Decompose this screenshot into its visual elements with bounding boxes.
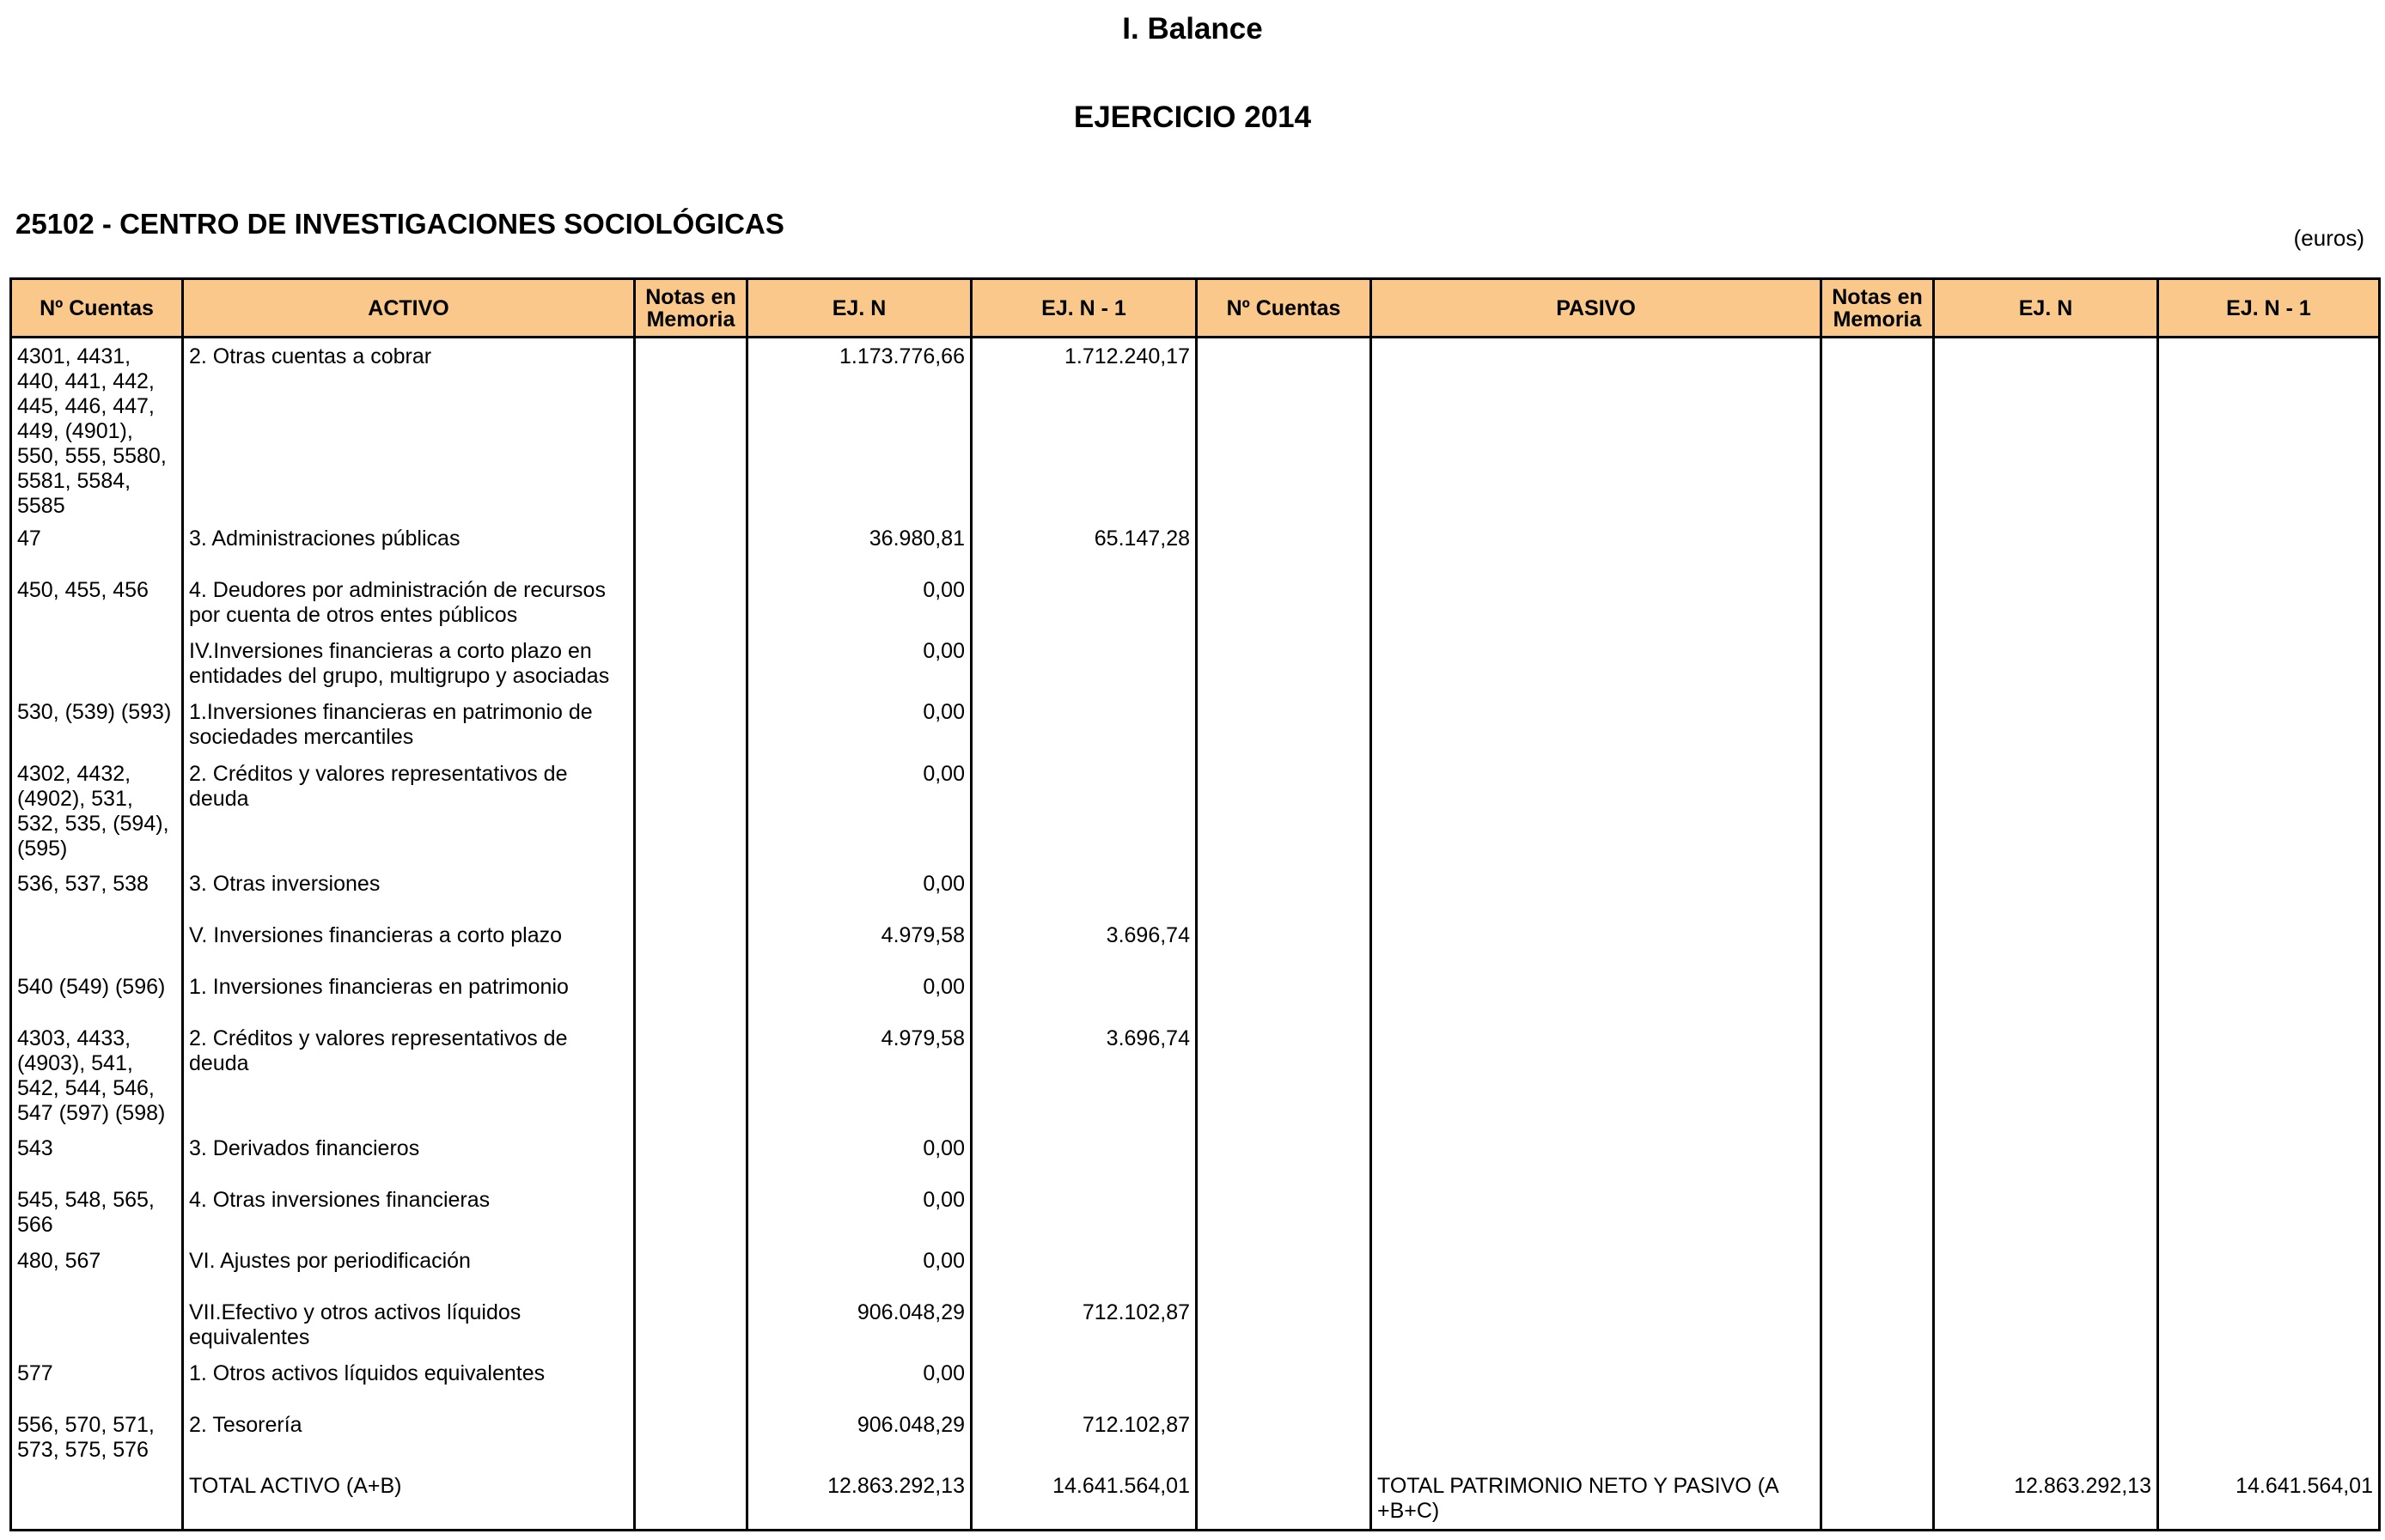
units-label: (euros) xyxy=(2293,225,2364,251)
account-codes-cell: 530, (539) (593) xyxy=(11,694,183,756)
liability-notes-cell xyxy=(1821,1407,1934,1468)
asset-notes-cell xyxy=(635,1355,747,1407)
liability-prior-year-cell xyxy=(2158,338,2380,520)
table-row xyxy=(11,866,2380,917)
liability-notes-cell xyxy=(1821,1130,1934,1182)
liability-notes-cell xyxy=(1821,338,1934,520)
asset-item-cell: 1.Inversiones financieras en patrimonio de sociedades mercantiles xyxy=(183,694,635,756)
liability-item-cell xyxy=(1371,520,1821,572)
asset-item-cell: 3. Otras inversiones xyxy=(183,866,635,917)
asset-notes-cell xyxy=(635,1130,747,1182)
account-codes-cell: 450, 455, 456 xyxy=(11,572,183,633)
liability-item-cell xyxy=(1371,917,1821,969)
liability-current-year-cell xyxy=(1934,756,2158,866)
account-codes-cell: 4302, 4432, (4902), 531, 532, 535, (594), (595) xyxy=(11,756,183,866)
liability-notes-cell xyxy=(1821,969,1934,1020)
liability-account-codes-cell xyxy=(1197,520,1371,572)
liability-account-codes-cell xyxy=(1197,694,1371,756)
liability-current-year-cell xyxy=(1934,1130,2158,1182)
asset-notes-cell xyxy=(635,1468,747,1531)
asset-prior-year-cell: 3.696,74 xyxy=(972,917,1197,969)
liability-current-year-cell xyxy=(1934,633,2158,694)
liability-notes-cell xyxy=(1821,633,1934,694)
asset-prior-year-cell xyxy=(972,866,1197,917)
asset-current-year-cell: 0,00 xyxy=(747,633,972,694)
asset-current-year-cell: 0,00 xyxy=(747,866,972,917)
liability-account-codes-cell xyxy=(1197,1407,1371,1468)
liability-item-cell xyxy=(1371,1294,1821,1355)
liability-account-codes-cell xyxy=(1197,866,1371,917)
asset-item-cell: 1. Otros activos líquidos equivalentes xyxy=(183,1355,635,1407)
liability-notes-cell xyxy=(1821,1294,1934,1355)
liability-account-codes-cell xyxy=(1197,338,1371,520)
table-row xyxy=(11,1182,2380,1243)
account-codes-cell: 480, 567 xyxy=(11,1243,183,1294)
account-codes-cell xyxy=(11,1294,183,1355)
table-row xyxy=(11,1243,2380,1294)
asset-prior-year-cell: 14.641.564,01 xyxy=(972,1468,1197,1531)
table-row xyxy=(11,917,2380,969)
asset-item-cell: IV.Inversiones financieras a corto plazo en entidades del grupo, multigrupo y asociadas xyxy=(183,633,635,694)
liability-item-cell xyxy=(1371,969,1821,1020)
account-codes-cell: 536, 537, 538 xyxy=(11,866,183,917)
account-codes-cell: 4303, 4433, (4903), 541, 542, 544, 546, 547 (597) (598) xyxy=(11,1020,183,1130)
asset-prior-year-cell xyxy=(972,756,1197,866)
asset-notes-cell xyxy=(635,338,747,520)
table-row xyxy=(11,1355,2380,1407)
liability-prior-year-cell xyxy=(2158,917,2380,969)
col-header-notas: Notas en Memoria xyxy=(635,279,747,338)
asset-item-cell: 4. Otras inversiones financieras xyxy=(183,1182,635,1243)
asset-item-cell: V. Inversiones financieras a corto plazo xyxy=(183,917,635,969)
liability-current-year-cell xyxy=(1934,866,2158,917)
liability-notes-cell xyxy=(1821,866,1934,917)
liability-current-year-cell xyxy=(1934,1355,2158,1407)
col-header-cuentas: Nº Cuentas xyxy=(11,279,183,338)
liability-prior-year-cell xyxy=(2158,1182,2380,1243)
liability-prior-year-cell xyxy=(2158,1355,2380,1407)
liability-prior-year-cell xyxy=(2158,1020,2380,1130)
liability-account-codes-cell xyxy=(1197,1468,1371,1531)
liability-account-codes-cell xyxy=(1197,1130,1371,1182)
asset-current-year-cell: 0,00 xyxy=(747,694,972,756)
asset-current-year-cell: 0,00 xyxy=(747,756,972,866)
liability-current-year-cell xyxy=(1934,572,2158,633)
asset-notes-cell xyxy=(635,572,747,633)
liability-account-codes-cell xyxy=(1197,572,1371,633)
liability-prior-year-cell xyxy=(2158,1294,2380,1355)
asset-prior-year-cell: 712.102,87 xyxy=(972,1407,1197,1468)
col-header-ej-n-pasivo: EJ. N xyxy=(1934,279,2158,338)
liability-prior-year-cell xyxy=(2158,969,2380,1020)
account-codes-cell: 4301, 4431, 440, 441, 442, 445, 446, 447, 449, (4901), 550, 555, 5580, 5581, 5584, 5585 xyxy=(11,338,183,520)
asset-prior-year-cell xyxy=(972,1355,1197,1407)
asset-item-cell: 3. Derivados financieros xyxy=(183,1130,635,1182)
liability-current-year-cell xyxy=(1934,520,2158,572)
account-codes-cell xyxy=(11,633,183,694)
liability-notes-cell xyxy=(1821,917,1934,969)
asset-notes-cell xyxy=(635,756,747,866)
asset-item-cell: 1. Inversiones financieras en patrimonio xyxy=(183,969,635,1020)
liability-current-year-cell xyxy=(1934,1407,2158,1468)
col-header-ej-n1-pasivo: EJ. N - 1 xyxy=(2158,279,2380,338)
asset-current-year-cell: 906.048,29 xyxy=(747,1294,972,1355)
table-row xyxy=(11,1294,2380,1355)
table-row xyxy=(11,572,2380,633)
table-row xyxy=(11,338,2380,520)
table-row xyxy=(11,1130,2380,1182)
liability-current-year-cell xyxy=(1934,917,2158,969)
liability-account-codes-cell xyxy=(1197,1243,1371,1294)
table-row xyxy=(11,520,2380,572)
entity-name: 25102 - CENTRO DE INVESTIGACIONES SOCIOLÓGICAS xyxy=(15,208,784,240)
liability-item-cell xyxy=(1371,338,1821,520)
account-codes-cell: 47 xyxy=(11,520,183,572)
asset-prior-year-cell xyxy=(972,1182,1197,1243)
asset-current-year-cell: 0,00 xyxy=(747,1355,972,1407)
liability-item-cell xyxy=(1371,756,1821,866)
liability-item-cell: TOTAL PATRIMONIO NETO Y PASIVO (A +B+C) xyxy=(1371,1468,1821,1531)
asset-current-year-cell: 0,00 xyxy=(747,1243,972,1294)
liability-notes-cell xyxy=(1821,756,1934,866)
asset-prior-year-cell xyxy=(972,1130,1197,1182)
asset-notes-cell xyxy=(635,917,747,969)
asset-item-cell: VI. Ajustes por periodificación xyxy=(183,1243,635,1294)
table-row xyxy=(11,756,2380,866)
asset-current-year-cell: 906.048,29 xyxy=(747,1407,972,1468)
liability-item-cell xyxy=(1371,1407,1821,1468)
asset-prior-year-cell xyxy=(972,694,1197,756)
liability-current-year-cell xyxy=(1934,969,2158,1020)
asset-current-year-cell: 0,00 xyxy=(747,1130,972,1182)
liability-prior-year-cell xyxy=(2158,572,2380,633)
account-codes-cell xyxy=(11,1468,183,1531)
liability-item-cell xyxy=(1371,1355,1821,1407)
liability-notes-cell xyxy=(1821,1182,1934,1243)
asset-item-cell: 4. Deudores por administración de recursos por cuenta de otros entes públicos xyxy=(183,572,635,633)
asset-notes-cell xyxy=(635,694,747,756)
liability-notes-cell xyxy=(1821,1468,1934,1531)
liability-prior-year-cell xyxy=(2158,756,2380,866)
balance-table xyxy=(9,277,2381,1531)
asset-prior-year-cell: 3.696,74 xyxy=(972,1020,1197,1130)
asset-prior-year-cell xyxy=(972,572,1197,633)
liability-item-cell xyxy=(1371,1130,1821,1182)
asset-item-cell: 2. Créditos y valores representativos de deuda xyxy=(183,756,635,866)
liability-current-year-cell xyxy=(1934,1020,2158,1130)
asset-notes-cell xyxy=(635,1407,747,1468)
header-row xyxy=(11,279,2380,338)
balance-body xyxy=(11,338,2380,1531)
account-codes-cell: 540 (549) (596) xyxy=(11,969,183,1020)
liability-prior-year-cell xyxy=(2158,694,2380,756)
asset-prior-year-cell xyxy=(972,633,1197,694)
liability-item-cell xyxy=(1371,1243,1821,1294)
col-header-ej-n1: EJ. N - 1 xyxy=(972,279,1197,338)
asset-notes-cell xyxy=(635,633,747,694)
asset-current-year-cell: 36.980,81 xyxy=(747,520,972,572)
liability-prior-year-cell xyxy=(2158,1407,2380,1468)
asset-current-year-cell: 4.979,58 xyxy=(747,1020,972,1130)
account-codes-cell: 556, 570, 571, 573, 575, 576 xyxy=(11,1407,183,1468)
col-header-cuentas-pasivo: Nº Cuentas xyxy=(1197,279,1371,338)
asset-notes-cell xyxy=(635,1294,747,1355)
table-row xyxy=(11,633,2380,694)
liability-notes-cell xyxy=(1821,572,1934,633)
liability-item-cell xyxy=(1371,1020,1821,1130)
asset-prior-year-cell xyxy=(972,1243,1197,1294)
liability-current-year-cell xyxy=(1934,1243,2158,1294)
asset-current-year-cell: 12.863.292,13 xyxy=(747,1468,972,1531)
account-codes-cell: 577 xyxy=(11,1355,183,1407)
liability-prior-year-cell: 14.641.564,01 xyxy=(2158,1468,2380,1531)
asset-notes-cell xyxy=(635,1243,747,1294)
asset-prior-year-cell xyxy=(972,969,1197,1020)
asset-prior-year-cell: 65.147,28 xyxy=(972,520,1197,572)
asset-notes-cell xyxy=(635,520,747,572)
account-codes-cell: 543 xyxy=(11,1130,183,1182)
table-row xyxy=(11,969,2380,1020)
asset-notes-cell xyxy=(635,1020,747,1130)
liability-item-cell xyxy=(1371,633,1821,694)
liability-prior-year-cell xyxy=(2158,633,2380,694)
liability-account-codes-cell xyxy=(1197,633,1371,694)
liability-current-year-cell xyxy=(1934,694,2158,756)
liability-notes-cell xyxy=(1821,520,1934,572)
asset-item-cell: 2. Tesorería xyxy=(183,1407,635,1468)
liability-current-year-cell: 12.863.292,13 xyxy=(1934,1468,2158,1531)
liability-current-year-cell xyxy=(1934,1182,2158,1243)
account-codes-cell: 545, 548, 565, 566 xyxy=(11,1182,183,1243)
liability-current-year-cell xyxy=(1934,338,2158,520)
liability-notes-cell xyxy=(1821,1243,1934,1294)
col-header-notas-pasivo: Notas en Memoria xyxy=(1821,279,1934,338)
liability-notes-cell xyxy=(1821,1355,1934,1407)
table-row xyxy=(11,694,2380,756)
liability-notes-cell xyxy=(1821,1020,1934,1130)
liability-account-codes-cell xyxy=(1197,756,1371,866)
liability-prior-year-cell xyxy=(2158,520,2380,572)
asset-item-cell: 3. Administraciones públicas xyxy=(183,520,635,572)
asset-item-cell: 2. Otras cuentas a cobrar xyxy=(183,338,635,520)
liability-item-cell xyxy=(1371,694,1821,756)
asset-current-year-cell: 4.979,58 xyxy=(747,917,972,969)
col-header-pasivo: PASIVO xyxy=(1371,279,1821,338)
report-subtitle: EJERCICIO 2014 xyxy=(1073,100,1312,134)
asset-current-year-cell: 0,00 xyxy=(747,1182,972,1243)
liability-prior-year-cell xyxy=(2158,866,2380,917)
col-header-activo: ACTIVO xyxy=(183,279,635,338)
asset-notes-cell xyxy=(635,866,747,917)
asset-item-cell: VII.Efectivo y otros activos líquidos equivalentes xyxy=(183,1294,635,1355)
asset-current-year-cell: 1.173.776,66 xyxy=(747,338,972,520)
liability-prior-year-cell xyxy=(2158,1243,2380,1294)
asset-notes-cell xyxy=(635,1182,747,1243)
account-codes-cell xyxy=(11,917,183,969)
col-header-ej-n: EJ. N xyxy=(747,279,972,338)
liability-account-codes-cell xyxy=(1197,969,1371,1020)
asset-notes-cell xyxy=(635,969,747,1020)
table-row xyxy=(11,1468,2380,1531)
asset-prior-year-cell: 1.712.240,17 xyxy=(972,338,1197,520)
liability-account-codes-cell xyxy=(1197,1182,1371,1243)
liability-account-codes-cell xyxy=(1197,1020,1371,1130)
liability-item-cell xyxy=(1371,866,1821,917)
liability-account-codes-cell xyxy=(1197,1294,1371,1355)
asset-item-cell: TOTAL ACTIVO (A+B) xyxy=(183,1468,635,1531)
liability-account-codes-cell xyxy=(1197,1355,1371,1407)
table-row xyxy=(11,1020,2380,1130)
asset-current-year-cell: 0,00 xyxy=(747,969,972,1020)
asset-item-cell: 2. Créditos y valores representativos de deuda xyxy=(183,1020,635,1130)
asset-prior-year-cell: 712.102,87 xyxy=(972,1294,1197,1355)
liability-current-year-cell xyxy=(1934,1294,2158,1355)
liability-item-cell xyxy=(1371,572,1821,633)
asset-current-year-cell: 0,00 xyxy=(747,572,972,633)
report-title: I. Balance xyxy=(1122,12,1263,46)
liability-notes-cell xyxy=(1821,694,1934,756)
liability-item-cell xyxy=(1371,1182,1821,1243)
liability-prior-year-cell xyxy=(2158,1130,2380,1182)
liability-account-codes-cell xyxy=(1197,917,1371,969)
table-row xyxy=(11,1407,2380,1468)
